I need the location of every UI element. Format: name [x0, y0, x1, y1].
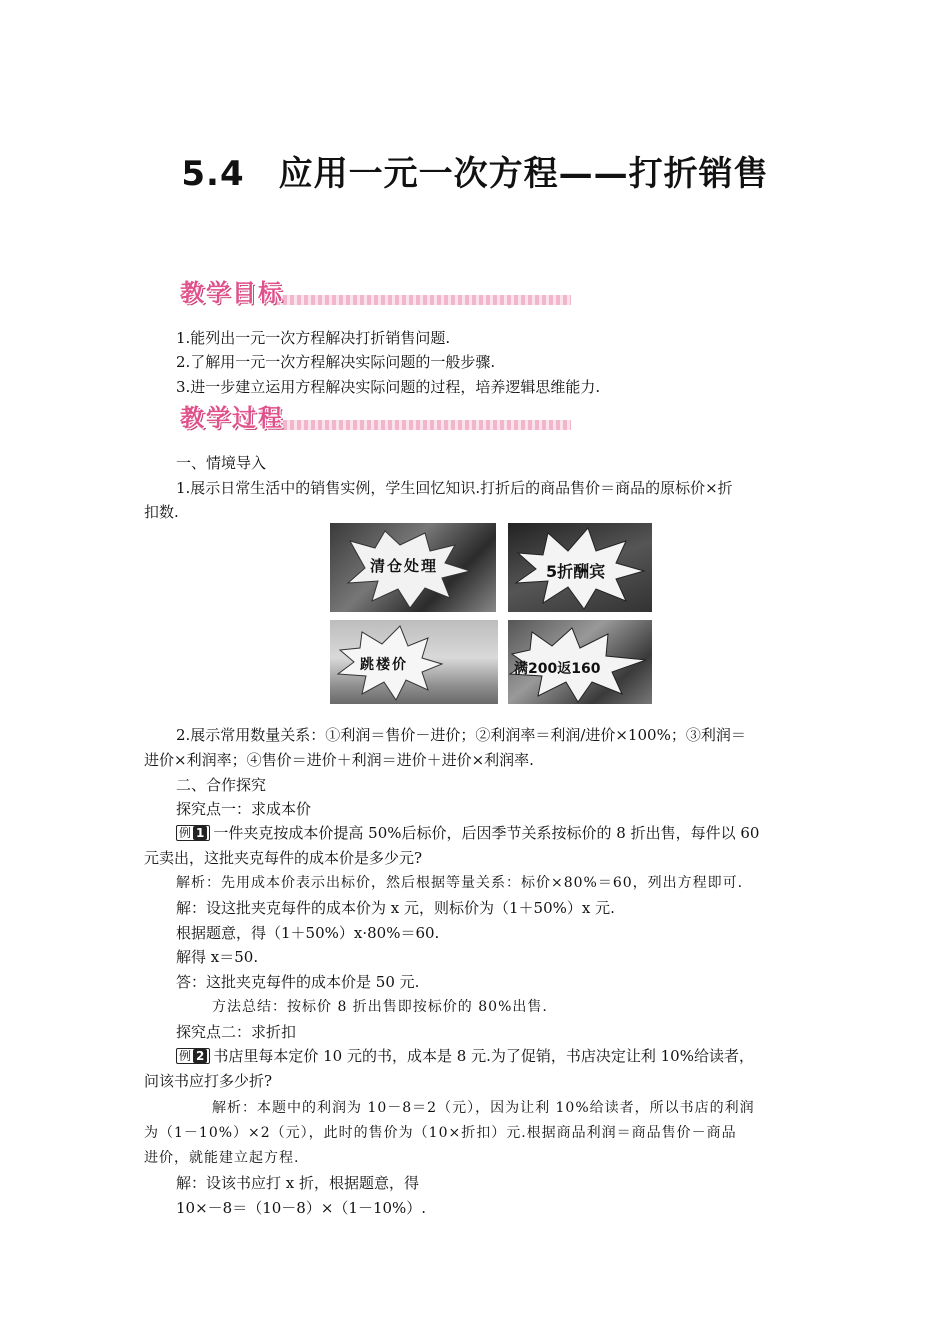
- section1-heading: 一、情境导入: [176, 454, 267, 472]
- section1-item2-line1: 2.展示常用数量关系：①利润＝售价－进价；②利润率＝利润/进价×100%；③利润＝: [176, 726, 746, 744]
- point1-heading: 探究点一：求成本价: [176, 800, 312, 818]
- photo-discount-caption: 5折酬宾: [546, 562, 606, 581]
- example2-analysis-2: 为（1－10%）×2（元），此时的售价为（10×折扣）元.根据商品利润＝商品售价－商品: [144, 1125, 737, 1141]
- point2-heading: 探究点二：求折扣: [176, 1023, 297, 1041]
- banner-goals: [176, 273, 571, 307]
- example1-line1: 例 1 一件夹克按成本价提高 50%后标价，后因季节关系按标价的 8 折出售，每件以 60: [176, 822, 759, 844]
- title-text: 应用一元一次方程——打折销售: [278, 154, 769, 194]
- photo-clearance: [330, 523, 496, 612]
- photo-clearance-caption: 清仓处理: [370, 557, 439, 575]
- section1-item1-line1: 1.展示日常生活中的销售实例，学生回忆知识.打折后的商品售价＝商品的原标价×折: [176, 479, 733, 497]
- section1-item1-line2: 扣数.: [144, 503, 179, 521]
- example1-solution-1: 解：设这批夹克每件的成本价为 x 元，则标价为（1＋50%）x 元.: [176, 899, 615, 917]
- example-badge: 例 1: [176, 825, 210, 841]
- example2-solution-2: 10×－8＝（10－8）×（1－10%）.: [176, 1199, 427, 1217]
- banner-goals-label: 教学目标: [180, 279, 284, 307]
- example1-solution-3: 解得 x＝50.: [176, 948, 259, 966]
- photo-rebate-caption: 满200返160: [514, 661, 601, 677]
- banner-process: [176, 398, 571, 432]
- starburst-icon: [330, 620, 498, 704]
- photo-bargain-caption: 跳楼价: [360, 657, 408, 673]
- title-number: 5.4: [181, 154, 245, 194]
- example2-line2: 问该书应打多少折?: [144, 1072, 273, 1090]
- banner-dots: [276, 295, 571, 305]
- example-badge: 例 2: [176, 1048, 210, 1064]
- example1-analysis: 解析：先用成本价表示出标价，然后根据等量关系：标价×80%＝60，列出方程即可.: [176, 875, 744, 891]
- example1-line2: 元卖出，这批夹克每件的成本价是多少元?: [144, 849, 423, 867]
- goal-1: 1.能列出一元一次方程解决打折销售问题.: [176, 329, 451, 347]
- section1-item2-line2: 进价×利润率；④售价＝进价＋利润＝进价＋进价×利润率.: [144, 751, 534, 769]
- section2-heading: 二、合作探究: [176, 776, 267, 794]
- photo-bargain: [330, 620, 498, 704]
- photo-rebate: [508, 620, 652, 704]
- goal-3: 3.进一步建立运用方程解决实际问题的过程，培养逻辑思维能力.: [176, 378, 601, 396]
- goal-2: 2.了解用一元一次方程解决实际问题的一般步骤.: [176, 353, 496, 371]
- example2-line1: 例 2 书店里每本定价 10 元的书，成本是 8 元.为了促销，书店决定让利 10%给读者，: [176, 1045, 754, 1067]
- banner-dots: [276, 420, 571, 430]
- example1-solution-2: 根据题意，得（1＋50%）x·80%＝60.: [176, 924, 440, 942]
- example2-solution-1: 解：设该书应打 x 折，根据题意，得: [176, 1174, 419, 1192]
- photo-discount: [508, 523, 652, 612]
- page-title: [0, 146, 950, 195]
- example1-summary: 方法总结：按标价 8 折出售即按标价的 80%出售.: [212, 999, 548, 1015]
- banner-process-label: 教学过程: [180, 404, 284, 432]
- example1-answer: 答：这批夹克每件的成本价是 50 元.: [176, 973, 420, 991]
- example2-analysis-1: 解析：本题中的利润为 10－8＝2（元），因为让利 10%给读者，所以书店的利润: [212, 1100, 755, 1116]
- example2-analysis-3: 进价，就能建立起方程.: [144, 1150, 300, 1166]
